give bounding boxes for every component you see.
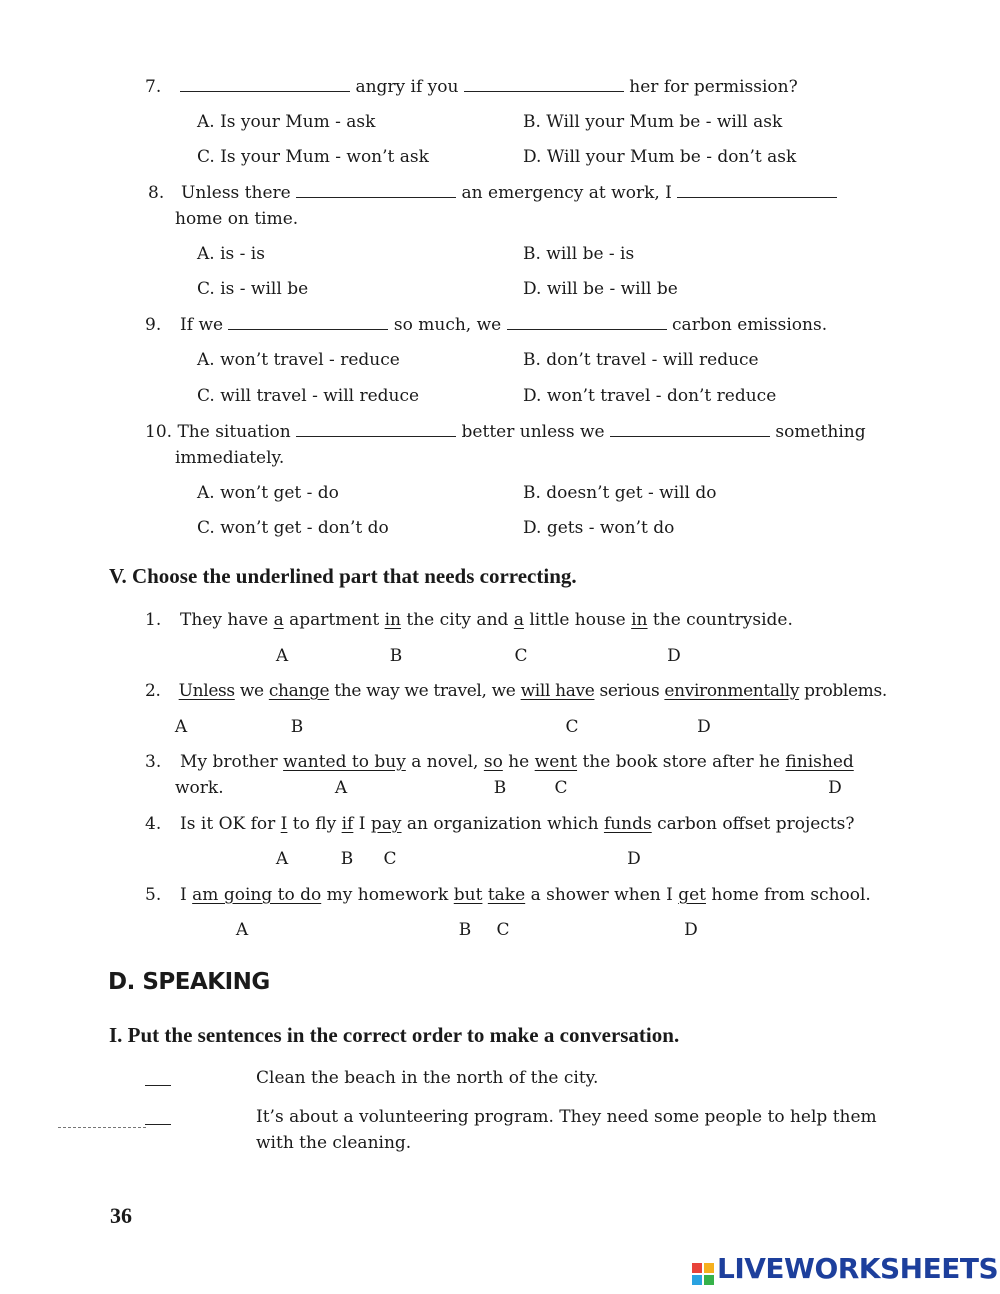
letter-a: A: [275, 646, 289, 666]
stem-text: an emergency at work, I: [461, 183, 672, 203]
underlined-part-c[interactable]: pay: [370, 814, 402, 834]
letter-a: A: [334, 778, 348, 798]
sentence-continuation: work.: [175, 778, 224, 798]
answer-blank[interactable]: [228, 315, 388, 330]
logo-grid-icon: [692, 1263, 714, 1285]
underlined-part-b[interactable]: in: [384, 610, 401, 630]
underlined-part-b[interactable]: but: [453, 885, 483, 905]
sentence-text: to fly: [292, 814, 337, 834]
error-item-2: [145, 680, 887, 702]
letter-d: D: [667, 646, 681, 666]
stem-text: Unless there: [181, 183, 291, 203]
item-number: 2.: [145, 681, 161, 701]
letter-b: B: [458, 920, 472, 940]
speaking-subtitle: I. Put the sentences in the correct order to make a conversation.: [109, 1023, 680, 1047]
item-number: 3.: [145, 752, 162, 772]
option-c[interactable]: C. won’t get - don’t do: [197, 518, 389, 538]
sentence-text: I: [180, 885, 187, 905]
sentence-text: My brother: [180, 752, 278, 772]
item-number: 5.: [145, 885, 162, 905]
question-number: 9.: [145, 315, 162, 335]
letter-b: B: [389, 646, 403, 666]
conversation-line-continued: with the cleaning.: [256, 1133, 412, 1153]
letter-b: B: [493, 778, 507, 798]
stem-text: so much, we: [393, 315, 502, 335]
sentence-text: he: [508, 752, 530, 772]
sentence-text: serious: [599, 681, 660, 701]
sentence-text: an organization which: [406, 814, 599, 834]
sentence-text: the way we travel, we: [334, 681, 516, 701]
page-number: 36: [110, 1203, 132, 1228]
underlined-part-a[interactable]: Unless: [178, 681, 235, 701]
stem-text: carbon emissions.: [672, 315, 828, 335]
option-d[interactable]: D. Will your Mum be - don’t ask: [523, 147, 797, 167]
question-7-stem: [145, 76, 798, 98]
letter-c: C: [514, 646, 528, 666]
stem-continuation: immediately.: [175, 448, 285, 468]
sentence-text: problems.: [804, 681, 887, 701]
underlined-part-a[interactable]: am going to do: [192, 885, 322, 905]
stem-text: The situation: [177, 422, 291, 442]
answer-blank[interactable]: [296, 183, 456, 198]
underlined-part-b[interactable]: change: [268, 681, 330, 701]
order-blank[interactable]: [145, 1085, 171, 1086]
divider: [58, 1127, 146, 1128]
underlined-part-d[interactable]: funds: [603, 814, 652, 834]
answer-blank[interactable]: [610, 422, 770, 437]
underlined-part-b[interactable]: if: [341, 814, 354, 834]
error-item-3: [145, 751, 854, 773]
sentence-text: a novel,: [411, 752, 479, 772]
option-a[interactable]: A. won’t get - do: [197, 483, 339, 503]
answer-blank[interactable]: [464, 77, 624, 92]
stem-text: If we: [180, 315, 224, 335]
item-number: 4.: [145, 814, 162, 834]
item-number: 1.: [145, 610, 162, 630]
letter-c: C: [565, 717, 579, 737]
sentence-text: the countryside.: [652, 610, 793, 630]
underlined-part-d[interactable]: get: [678, 885, 706, 905]
option-d[interactable]: D. won’t travel - don’t reduce: [523, 386, 777, 406]
sentence-text: apartment: [289, 610, 380, 630]
error-item-5: [145, 884, 871, 906]
underlined-part-d[interactable]: finished: [785, 752, 854, 772]
underlined-part-d[interactable]: in: [631, 610, 648, 630]
error-item-4: [145, 813, 855, 835]
section-v-title: V. Choose the underlined part that needs correcting.: [109, 564, 577, 588]
stem-text: something: [775, 422, 866, 442]
letter-a: A: [235, 920, 249, 940]
underlined-part-c[interactable]: a: [513, 610, 524, 630]
underlined-part-c[interactable]: will have: [520, 681, 595, 701]
conversation-line: It’s about a volunteering program. They need some people to help them: [256, 1107, 877, 1127]
sentence-text: Is it OK for: [180, 814, 276, 834]
underlined-part-a[interactable]: a: [273, 610, 284, 630]
question-number: 10.: [145, 422, 173, 442]
letter-a: A: [275, 849, 289, 869]
letter-d: D: [828, 778, 842, 798]
underlined-part-d[interactable]: environmentally: [664, 681, 800, 701]
letter-b: B: [290, 717, 304, 737]
stem-text: angry if you: [355, 77, 459, 97]
underlined-part-c[interactable]: went: [534, 752, 578, 772]
option-c[interactable]: C. will travel - will reduce: [197, 386, 420, 406]
letter-c: C: [554, 778, 568, 798]
liveworksheets-logo[interactable]: [692, 1252, 998, 1285]
option-a[interactable]: A. is - is: [197, 244, 265, 264]
underlined-part-c[interactable]: take: [487, 885, 526, 905]
conversation-line: Clean the beach in the north of the city.: [256, 1068, 599, 1088]
question-8-stem: [148, 182, 837, 204]
option-c[interactable]: C. is - will be: [197, 279, 309, 299]
letter-a: A: [174, 717, 188, 737]
underlined-part-a[interactable]: I: [280, 814, 288, 834]
option-d[interactable]: D. gets - won’t do: [523, 518, 675, 538]
stem-text: her for permission?: [629, 77, 798, 97]
option-b[interactable]: B. Will your Mum be - will ask: [523, 112, 783, 132]
stem-continuation: home on time.: [175, 209, 299, 229]
letter-d: D: [697, 717, 711, 737]
order-blank[interactable]: [145, 1124, 171, 1125]
option-b[interactable]: B. will be - is: [523, 244, 635, 264]
speaking-heading: D. SPEAKING: [108, 969, 270, 995]
option-a[interactable]: A. won’t travel - reduce: [197, 350, 400, 370]
letter-d: D: [684, 920, 698, 940]
question-number: 7.: [145, 77, 162, 97]
underlined-part-a[interactable]: wanted to buy: [283, 752, 406, 772]
letter-c: C: [496, 920, 510, 940]
option-c[interactable]: C. Is your Mum - won’t ask: [197, 147, 429, 167]
sentence-text: I: [358, 814, 366, 834]
sentence-text: we: [239, 681, 264, 701]
option-a[interactable]: A. Is your Mum - ask: [197, 112, 376, 132]
answer-blank[interactable]: [677, 183, 837, 198]
answer-blank[interactable]: [296, 422, 456, 437]
question-number: 8.: [148, 183, 165, 203]
question-10-stem: [145, 421, 866, 443]
option-b[interactable]: B. don’t travel - will reduce: [523, 350, 759, 370]
sentence-text: a shower when I: [530, 885, 673, 905]
letter-d: D: [627, 849, 641, 869]
sentence-text: the city and: [406, 610, 509, 630]
logo-text: LIVEWORKSHEETS: [717, 1252, 999, 1285]
sentence-text: carbon offset projects?: [657, 814, 855, 834]
sentence-text: the book store after he: [582, 752, 781, 772]
underlined-part-b[interactable]: so: [483, 752, 503, 772]
letter-c: C: [383, 849, 397, 869]
question-9-stem: [145, 314, 827, 336]
sentence-text: home from school.: [711, 885, 871, 905]
sentence-text: my homework: [326, 885, 449, 905]
sentence-text: They have: [180, 610, 269, 630]
sentence-text: little house: [529, 610, 626, 630]
error-item-1: [145, 609, 793, 631]
letter-b: B: [340, 849, 354, 869]
stem-text: better unless we: [461, 422, 605, 442]
answer-blank[interactable]: [507, 315, 667, 330]
answer-blank[interactable]: [180, 77, 350, 92]
option-d[interactable]: D. will be - will be: [523, 279, 678, 299]
option-b[interactable]: B. doesn’t get - will do: [523, 483, 717, 503]
